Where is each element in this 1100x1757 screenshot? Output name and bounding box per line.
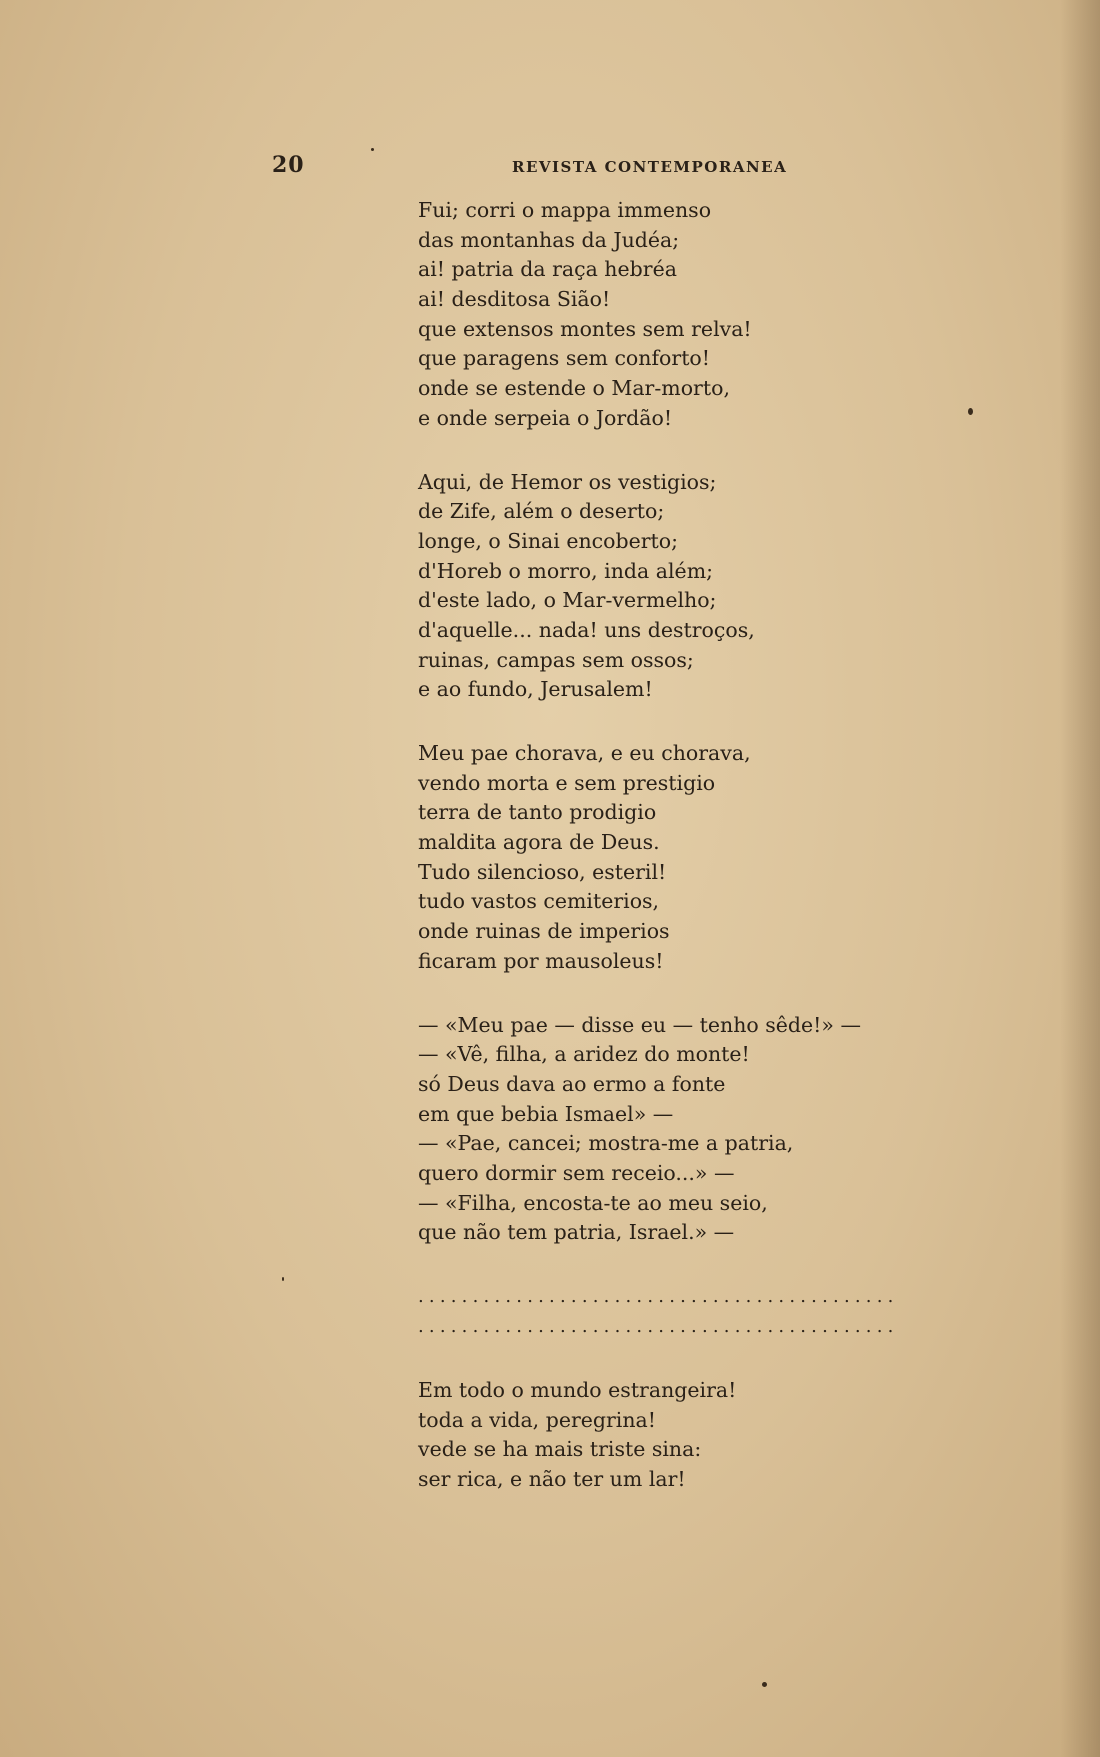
poem-line: quero dormir sem receio...» —: [418, 1160, 735, 1185]
poem-line: onde se estende o Mar-morto,: [418, 376, 730, 401]
poem-line: d'aquelle... nada! uns destroços,: [418, 617, 755, 642]
poem-line: Em todo o mundo estrangeira!: [418, 1378, 737, 1402]
paper-speck: [968, 408, 973, 415]
poem-line: tudo vastos cemiterios,: [418, 889, 660, 914]
running-head: REVISTA CONTEMPORANEA: [512, 158, 788, 176]
stanza-final: [418, 1376, 978, 1495]
paper-speck: [282, 1277, 284, 1281]
stanza-2: [418, 468, 978, 706]
stanza-1: [418, 196, 978, 434]
poem-line: e ao fundo, Jerusalem!: [418, 677, 653, 702]
stanza-3: [418, 739, 978, 977]
poem-line: ser rica, e não ter um lar!: [418, 1467, 686, 1492]
ellipsis-line: ............................................: [418, 1286, 899, 1307]
poem-line: terra de tanto prodigio: [418, 800, 657, 825]
poem-line: Fui; corri o mappa immenso: [418, 198, 712, 222]
poem-line: d'este lado, o Mar-vermelho;: [418, 588, 717, 613]
ellipsis-line: ............................................: [418, 1316, 899, 1337]
poem-line: — «Meu pae — disse eu — tenho sêde!» —: [418, 1012, 861, 1037]
poem-line: que paragens sem conforto!: [418, 346, 711, 371]
poem-line: em que bebia Ismael» —: [418, 1101, 674, 1126]
poem-line: Tudo silencioso, esteril!: [418, 859, 667, 884]
poem-line: onde ruinas de imperios: [418, 919, 670, 944]
poem-line: maldita agora de Deus.: [418, 830, 660, 855]
poem-line: ai! patria da raça hebréa: [418, 257, 677, 282]
poem-line: ruinas, campas sem ossos;: [418, 647, 694, 672]
ellipsis-separator: [418, 1282, 978, 1342]
poem: [418, 196, 978, 1529]
poem-line: Meu pae chorava, e eu chorava,: [418, 741, 751, 765]
poem-line: e onde serpeia o Jordão!: [418, 405, 673, 430]
poem-line: Aqui, de Hemor os vestigios;: [418, 469, 717, 494]
page-number: 20: [272, 152, 305, 178]
stanza-4-dialogue: [418, 1011, 978, 1249]
page-edge-shadow: [1060, 0, 1100, 1757]
poem-line: toda a vida, peregrina!: [418, 1407, 657, 1432]
poem-line: longe, o Sinai encoberto;: [418, 528, 679, 553]
poem-line: — «Pae, cancei; mostra-me a patria,: [418, 1131, 794, 1156]
poem-line: de Zife, além o deserto;: [418, 499, 665, 524]
poem-line: vede se ha mais triste sina:: [418, 1437, 702, 1462]
poem-line: d'Horeb o morro, inda além;: [418, 558, 714, 583]
poem-line: ficaram por mausoleus!: [418, 948, 664, 973]
paper-speck: [762, 1682, 767, 1687]
paper-speck: [371, 148, 374, 151]
poem-line: que não tem patria, Israel.» —: [418, 1220, 735, 1245]
poem-line: ai! desditosa Sião!: [418, 287, 611, 312]
poem-line: que extensos montes sem relva!: [418, 316, 752, 341]
poem-line: — «Vê, filha, a aridez do monte!: [418, 1042, 750, 1067]
poem-line: — «Filha, encosta-te ao meu seio,: [418, 1190, 768, 1215]
poem-line: só Deus dava ao ermo a fonte: [418, 1071, 726, 1096]
poem-line: das montanhas da Judéa;: [418, 227, 680, 252]
poem-line: vendo morta e sem prestigio: [418, 770, 716, 795]
